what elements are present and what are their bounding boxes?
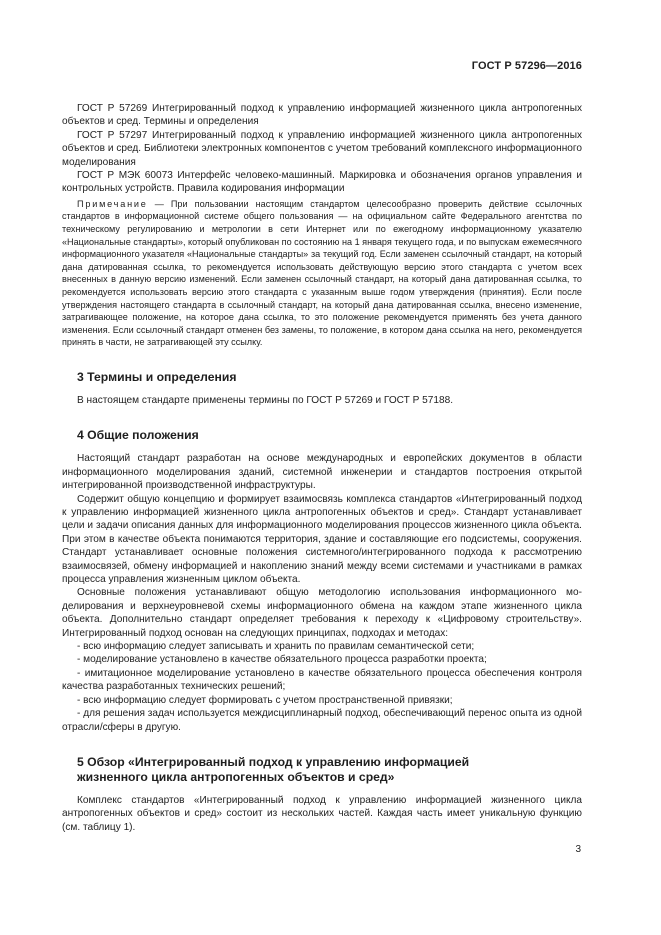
principle-item: - всю информацию следует записывать и хранить по правилам семантической сети; [77, 641, 475, 653]
page-content [62, 102, 582, 834]
reference-item: ГОСТ Р МЭК 60073 Интерфейс человеко-машинный. Маркировка и обозначения органов управления и контрольных устройств. Правила кодирования информации [62, 170, 582, 195]
principle-item: - моделирование установлено в качестве обязательного процесса разработки проекта; [77, 654, 487, 666]
reference-note [62, 198, 582, 349]
section-5-text: Комплекс стандартов «Интегрированный подход к управлению информацией жизненного цикла антропогенных объектов и сред» состоит из нескольких частей. Каждая часть имеет уникальную функцию (см. таблицу 1). [62, 794, 582, 833]
section-4-paragraph: Содержит общую концепцию и формирует взаимосвязь комплекса стандартов «Интегрированный подход к управлению информацией жизненного цикла антропогенных объектов и сред». Стандарт устанавливает цели и задачи описания данных для информационного моделирования процессов жизненного цикла объекта. При этом в качестве объекта понимаются территория, здание и составляющие его подсистемы, сооружения. Стандарт устанавливает основные положения системного/интегрированного подхода к рассмотрению взаимосвязей, обмену информацией и накоплению знаний между всеми системами и участниками в рамках процесса управления жизненным циклом объекта. [62, 493, 582, 586]
section-4-heading: 4 Общие положения [77, 428, 199, 443]
principle-item: - для решения задач используется междисциплинарный подход, обеспечивающий перенос опыта из одной отрасли/сферы в другую. [62, 708, 582, 733]
page-number: 3 [575, 844, 581, 855]
section-5-heading-line1: 5 Обзор «Интегрированный подход к управлению информацией [77, 754, 470, 769]
section-4-paragraph: Основные положения устанавливают общую методологию использования информационного моделирования и верхнеуровневой схемы информационного обмена на каждом этапе жизненного цикла объекта. Дополнительно стандарт определяет требования к переходу к «Цифровому строительству». Интегрированный подход основан на следующих принципах, подходах и методах: [62, 587, 582, 639]
note-label: Примечание [77, 198, 148, 209]
section-4-paragraph: Настоящий стандарт разработан на основе международных и европейских документов в области информационного моделирования зданий, системной инженерии и стандартов построения открытой интегрированной производственной инфраструктуры. [62, 453, 582, 492]
reference-item: ГОСТ Р 57297 Интегрированный подход к управлению информацией жизненного цикла антропогенных объектов и сред. Библиотеки электронных компонентов с учетом требований комплексного информационного моделирования [62, 129, 582, 168]
section-3-text: В настоящем стандарте применены термины по ГОСТ Р 57269 и ГОСТ Р 57188. [77, 394, 454, 406]
note-text: — При пользовании настоящим стандартом целесообразно проверить действие ссылочных стандартов в информационной системе общего пользования — на официальном сайте Федерального агентства по техническому регулированию и метрологии в сети Интернет или по ежегодному информационному указателю «Национальные стандарты», который опубликован по состоянию на 1 января текущего года, и по выпускам ежемесячного информационного указателя «Национальные стандарты» за текущий год. Если заменен ссылочный стандарт, на который дана датированная ссылка, то рекомендуется использовать действующую версию этого стандарта с учетом всех внесенных в данную версию изменений. Если заменен ссылочный стандарт, на который дана датированная ссылка, то рекомендуется использовать версию этого стандарта с указанным выше годом утверждения (принятия). Если после утверждения настоящего стандарта в ссылочный стандарт, на который дана датированная ссылка, внесено изменение, затрагивающее положение, на которое дана ссылка, то это положение рекомендуется применять без учета данного изменения. Если ссылочный стандарт отменен без замены, то положение, в котором дана ссылка на него, рекомендуется принять в части, не затрагивающей эту ссылку. [62, 198, 582, 348]
principle-item: - имитационное моделирование установлено в качестве обязательного процесса обеспечения контроля качества разработанных технических решений; [62, 667, 582, 693]
document-header: ГОСТ Р 57296—2016 [471, 60, 582, 72]
reference-item: ГОСТ Р 57269 Интегрированный подход к управлению информацией жизненного цикла антропогенных объектов и сред. Термины и определения [62, 103, 582, 128]
section-3-heading: 3 Термины и определения [77, 369, 237, 384]
principle-item: - всю информацию следует формировать с учетом пространственной привязки; [77, 694, 453, 706]
section-5-heading [62, 755, 582, 785]
section-5-heading-line2: жизненного цикла антропогенных объектов и сред» [77, 769, 395, 784]
